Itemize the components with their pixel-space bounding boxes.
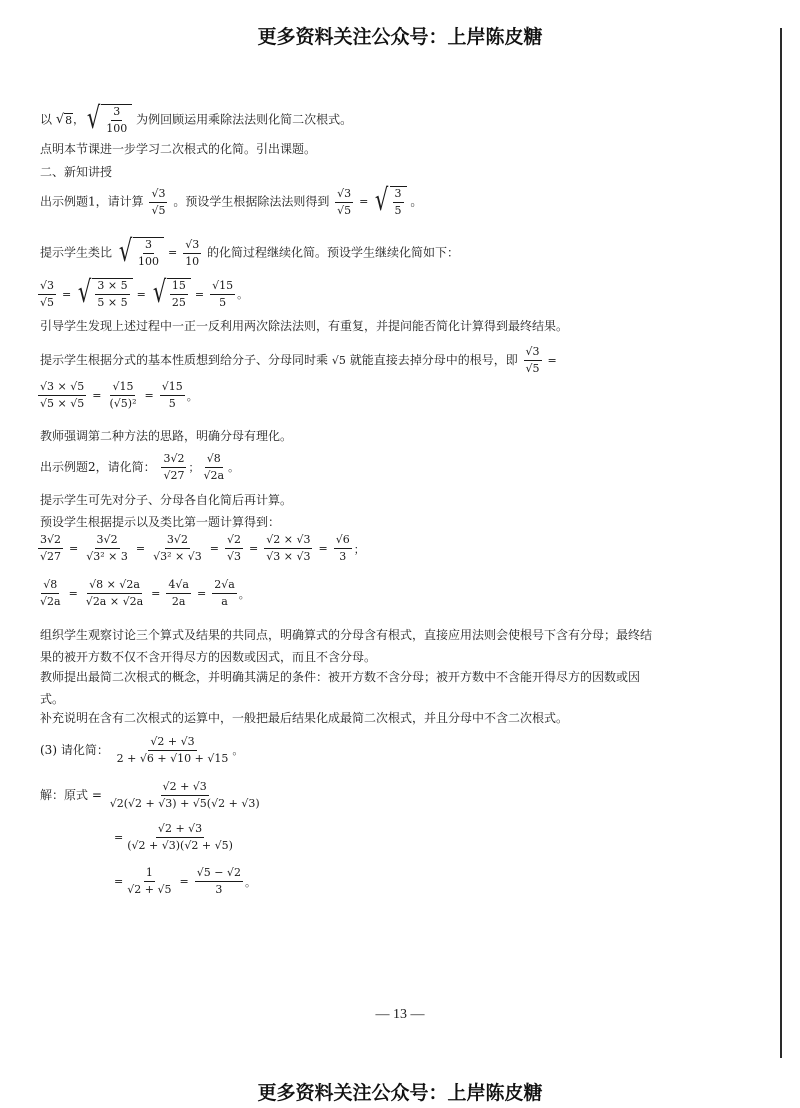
line-10: 教师强调第二种方法的思路，明确分母有理化。 — [40, 429, 293, 443]
header-banner: 更多资料关注公众号：上岸陈皮糖 — [257, 26, 543, 48]
page-edge-line — [780, 28, 782, 1058]
solution-step-2: = $\frac{√2 + √3}{(√2 + √3)(√2 + √5)}$ — [114, 822, 233, 852]
solution-step-3: = $\frac{1}{√2 + √5}$ = $\frac{√5 - √2}{3}$ 。 — [114, 866, 256, 896]
line-8: 提示学生根据分式的基本性质想到给分子、分母同时乘 √ 5 就能直接去掉分母中的根号，即 $\frac{√3}{√5}$ = — [40, 345, 557, 375]
text: 。 — [410, 194, 423, 209]
text: 就能直接去掉分母中的根号，即 — [349, 353, 518, 367]
text: 以 — [40, 112, 53, 127]
line-1 — [40, 101, 353, 136]
text: 的化简过程继续化简。预设学生继续化简如下： — [207, 245, 460, 260]
text: 提示学生根据分式的基本性质想到给分子、分母同时乘 — [40, 353, 329, 367]
text: 为例回顾运用乘除法法则化简二次根式。 — [136, 112, 353, 127]
line-7: 引导学生发现上述过程中一正一反利用两次除法法则，有重复，并提问能否简化计算得到最终结果。 — [40, 319, 569, 333]
text: (3) 请化简： — [40, 743, 109, 757]
text: 提示学生类比 — [40, 245, 113, 260]
line-4 — [40, 183, 423, 218]
solution-step-1: 解：原式 = $\frac{√2 + √3}{√2(√2 + √3) + √5(√2 + √3)}$ — [40, 780, 260, 810]
line-3: 二、新知讲授 — [40, 165, 113, 179]
line-11: 出示例题2，请化简： $\frac{3√2}{√27}$ ； $\frac{√8}{√2a}$ 。 — [40, 452, 240, 482]
line-18: 补充说明在含有二次根式的运算中，一般把最后结果化成最简二次根式，并且分母中不含二次根式。 — [40, 711, 569, 725]
footer-banner: 更多资料关注公众号：上岸陈皮糖 — [257, 1082, 543, 1104]
line-13: 预设学生根据提示以及类比第一题计算得到： — [40, 515, 281, 529]
math-analogy: √ $\frac{3}{100}$ = $\frac{√3}{10}$ — [118, 234, 200, 269]
text: 出示例题2，请化简： — [40, 460, 156, 474]
line-16: 组织学生观察讨论三个算式及结果的共同点，明确算式的分母含有根式，直接应用法则会使根号下含有分母；最终结果的被开方数不仅不含开得尽方的因数或因式，而且不含分母。 — [40, 628, 653, 664]
text: 出示例题1，请计算 — [40, 194, 144, 209]
equation-line-14: $\frac{3√2}{√27}$ = $\frac{3√2}{\text{√3² × 3}}$ = $\frac{3√2}{\text{√3² × √3}}$ = $\frac{√2}{√3}$ = $\frac{√2 \times √3}{√3 \times √3}$ = $\frac{√6}{3}$ ； — [40, 533, 365, 563]
equation-line-15: $\frac{√8}{√2a}$ = $\frac{√8 \times √2a}{√2a \times √2a}$ = $\frac{4√a}{2a}$ = $\frac{2√a}{a}$ 。 — [40, 578, 250, 608]
math-sqrt8: √ 8 ， √ $\frac{3}{100}$ — [56, 104, 132, 136]
equation-line-9: $\frac{√3 \times √5}{√5 \times √5}$ = $\frac{√15}{\text{(√5)²}}$ = $\frac{√15}{5}$ 。 — [40, 380, 198, 410]
text: 。预设学生根据除法法则得到 — [173, 194, 330, 209]
line-12: 提示学生可先对分子、分母各自化简后再计算。 — [40, 493, 293, 507]
text: 解：原式 = — [40, 788, 102, 802]
math-frac-r3-r5: $\frac{√3}{√5}$ — [151, 186, 166, 217]
line-5 — [40, 234, 460, 269]
equation-line-6: $\frac{√3}{√5}$ = √ $\frac{3 \times 5}{5 \times 5}$ = √ $\frac{15}{25}$ = $\frac{√15}{5}$ 。 — [40, 275, 249, 310]
line-19: (3) 请化简： $\frac{√2 + √3}{2 + √6 + √10 + √15}$ 。 — [40, 735, 244, 765]
page-number: — 13 — — [375, 1007, 425, 1022]
line-17: 教师提出最简二次根式的概念，并明确其满足的条件：被开方数不含分母；被开方数中不含能开得尽方的因数或因式。 — [40, 670, 641, 706]
line-2: 点明本节课进一步学习二次根式的化简。引出课题。 — [40, 142, 317, 156]
math-frac-r3-r5-result: $\frac{√3}{√5}$ = √ $\frac{3}{5}$ — [333, 186, 406, 218]
